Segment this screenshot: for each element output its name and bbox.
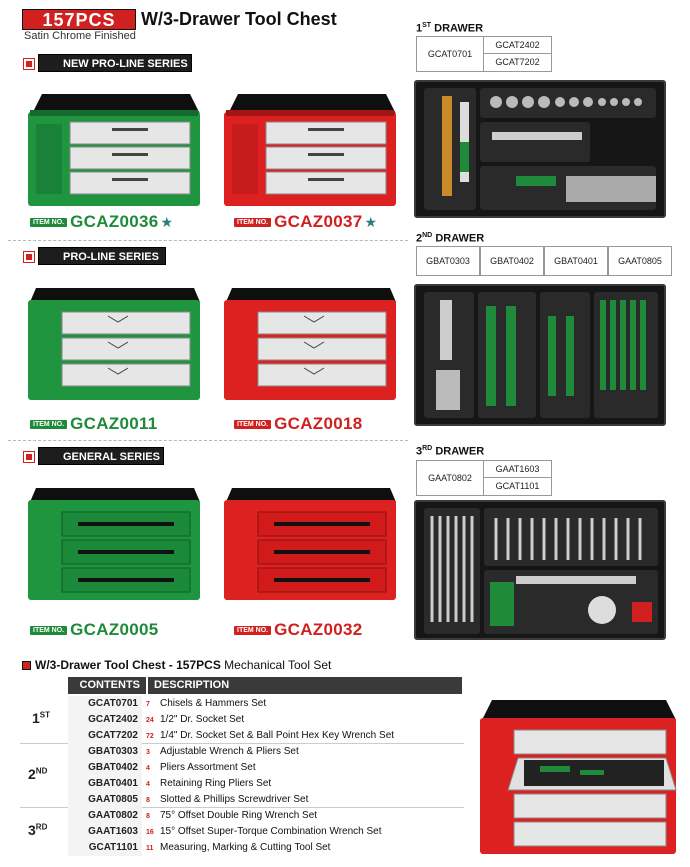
group-label: 2ND [28,766,48,782]
drawer-2-codes [416,246,672,276]
drawer-code: GCAT7202 [483,53,552,72]
item-code: GCAZ0032 [274,620,363,639]
table-row: GCAT1101 11 Measuring, Marking & Cutting Tool Set [68,840,464,856]
series-heading-general: GENERAL SERIES [38,447,164,465]
item-code: GCAZ0037 [274,212,363,231]
item-code: GCAZ0005 [70,620,159,639]
tool-chest-image-red-general [218,478,398,604]
new-star-icon: ★ [364,213,378,230]
series-heading-new-pro-line: NEW PRO-LINE SERIES [38,54,192,72]
drawer-code: GBAT0402 [480,246,544,276]
table-row: GAAT1603 16 15° Offset Super-Torque Combination Wrench Set [68,824,464,840]
drawer-2-tray-image [414,284,666,426]
table-row: GAAT0805 8 Slotted & Phillips Screwdriver Set [68,792,464,808]
open-tool-chest-image [470,690,682,860]
tool-chest-image-green-pro [22,280,202,406]
item-number-gcaz0032: ITEM NO. GCAZ0032 [234,620,363,646]
table-row: GCAT0701 7 Chisels & Hammers Set [68,696,464,712]
group-label: 3RD [28,822,48,838]
contents-table [20,696,464,856]
drawer-1-codes [416,36,552,72]
drawer-1-tray-image [414,80,666,218]
drawer-code: GAAT0805 [608,246,672,276]
tool-chest-image-red-pro [218,280,398,406]
new-star-icon: ★ [160,213,174,230]
drawer-3-tray-image [414,500,666,640]
table-row: GBAT0303 3 Adjustable Wrench & Pliers Set [68,744,464,760]
group-label: 1ST [32,710,51,726]
table-row: GBAT0402 4 Pliers Assortment Set [68,760,464,776]
red-square-icon [22,661,31,670]
item-number-gcaz0005: ITEM NO. GCAZ0005 [30,620,159,646]
item-code: GCAZ0018 [274,414,363,433]
drawer-1-heading: 1ST DRAWER [416,22,484,35]
section-divider [8,240,408,241]
drawer-3-heading: 3RD DRAWER [416,445,485,458]
drawer-3-codes [416,460,552,496]
page-subtitle: Satin Chrome Finished [24,30,136,42]
table-group-3rd [20,808,464,856]
series-heading-pro-line: PRO-LINE SERIES [38,247,166,265]
table-row: GAAT0802 8 75° Offset Double Ring Wrench Set [68,808,464,824]
section-divider [8,440,408,441]
drawer-code: GCAT2402 [483,36,552,54]
item-number-gcaz0036: ITEM NO. GCAZ0036 ★ [30,212,173,238]
drawer-code: GAAT1603 [483,460,552,478]
tool-chest-image-green-new-pro [22,84,202,210]
page-title: W/3-Drawer Tool Chest [141,9,337,29]
table-row: GCAT2402 24 1/2" Dr. Socket Set [68,712,464,728]
tool-chest-image-red-new-pro [218,84,398,210]
drawer-code: GBAT0401 [544,246,608,276]
item-count-badge: 157PCS [22,9,136,30]
item-number-gcaz0018: ITEM NO. GCAZ0018 [234,414,363,440]
item-code: GCAZ0036 [70,212,159,231]
table-row: GBAT0401 4 Retaining Ring Pliers Set [68,776,464,792]
drawer-2-heading: 2ND DRAWER [416,232,485,245]
tool-chest-image-green-general [22,478,202,604]
item-code: GCAZ0011 [70,414,158,433]
table-title: W/3-Drawer Tool Chest - 157PCS Mechanical Tool Set [22,658,331,672]
item-number-gcaz0037: ITEM NO. GCAZ0037 ★ [234,212,377,238]
table-group-2nd [20,744,464,808]
table-group-1st [20,696,464,744]
column-header-contents: CONTENTS [68,677,146,694]
column-header-description: DESCRIPTION [146,677,462,694]
drawer-code: GBAT0303 [416,246,480,276]
drawer-code: GCAT1101 [483,477,552,496]
drawer-code: GCAT0701 [416,36,484,72]
item-number-gcaz0011: ITEM NO. GCAZ0011 [30,414,158,440]
table-row: GCAT7202 72 1/4" Dr. Socket Set & Ball Point Hex Key Wrench Set [68,728,464,744]
drawer-code: GAAT0802 [416,460,484,496]
